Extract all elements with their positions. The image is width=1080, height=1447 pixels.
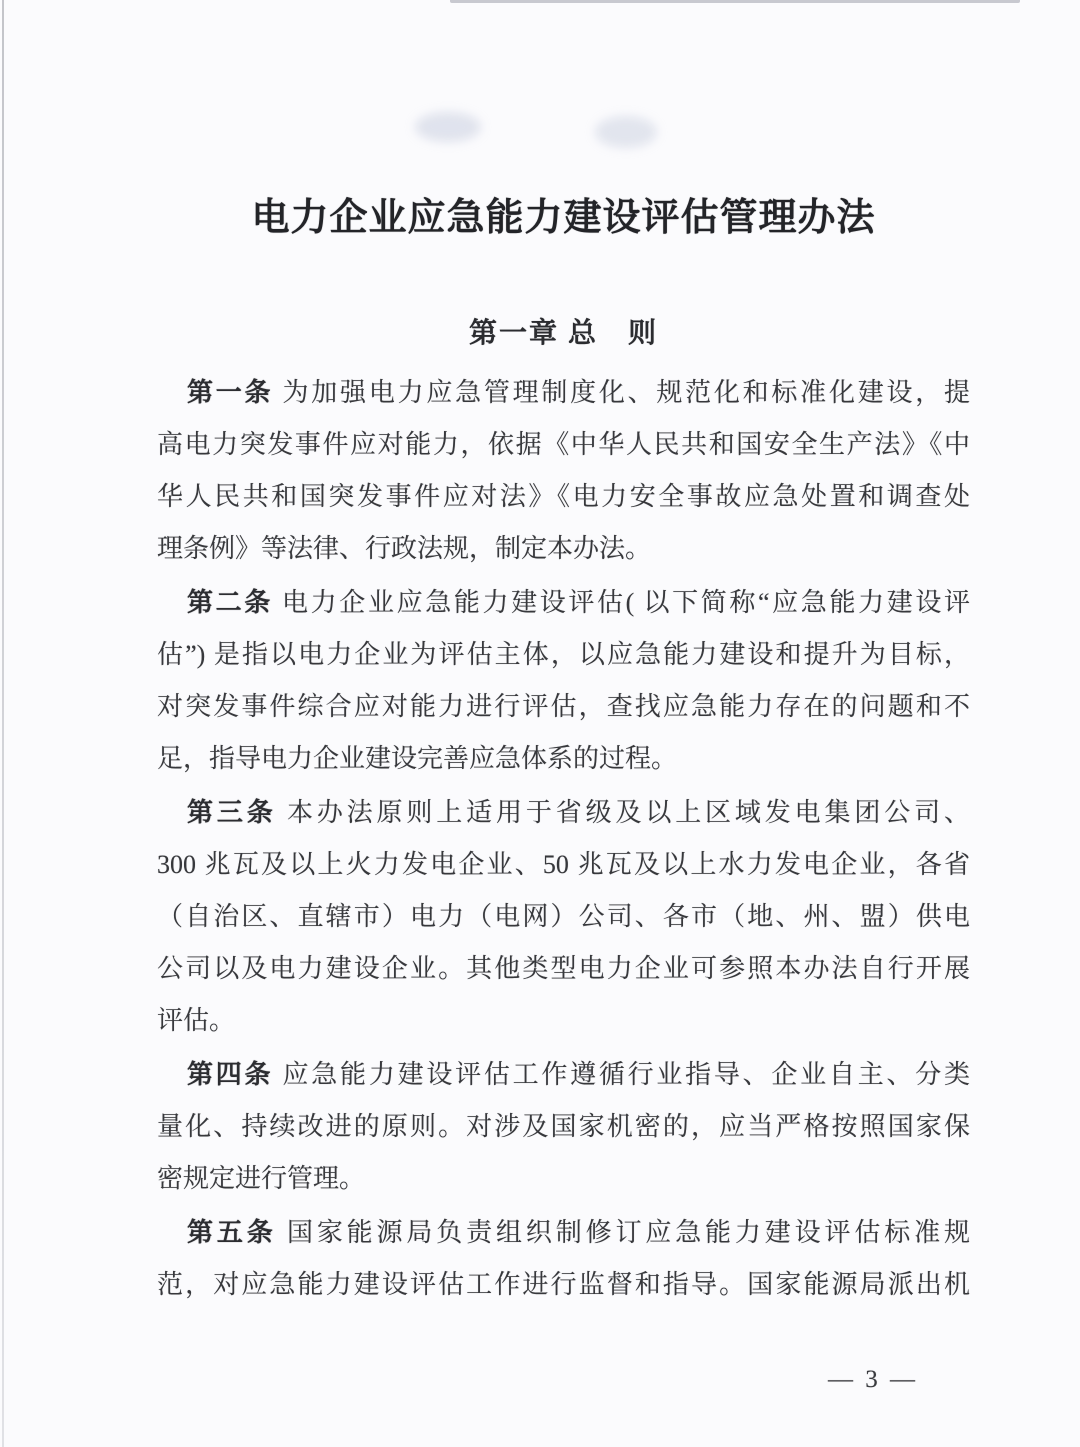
scan-edge-artifact-left	[2, 0, 4, 1447]
article-number: 第五条	[187, 1218, 277, 1247]
text-line: 第四条 应急能力建设评估工作遵循行业指导、企业自主、分类	[187, 1060, 970, 1089]
article-number: 第三条	[187, 798, 277, 827]
article-number: 第一条	[187, 378, 274, 407]
articles	[157, 367, 970, 1311]
article-paragraph	[157, 577, 970, 785]
text-line: 公司以及电力建设企业。其他类型电力企业可参照本办法自行开展	[157, 954, 970, 983]
text-line: 第五条 国家能源局负责组织制修订应急能力建设评估标准规	[187, 1218, 970, 1247]
text-line: 理条例》等法律、行政法规，制定本办法。	[157, 534, 652, 563]
text-line: 第三条 本办法原则上适用于省级及以上区域发电集团公司、	[187, 798, 970, 827]
article-paragraph	[157, 1049, 970, 1205]
text-line: 密规定进行管理。	[157, 1164, 366, 1193]
article-paragraph	[157, 367, 970, 575]
text-line: 范，对应急能力建设评估工作进行监督和指导。国家能源局派出机	[157, 1270, 970, 1299]
text-line: 第二条 电力企业应急能力建设评估( 以下简称“应急能力建设评	[187, 588, 970, 617]
document-content	[157, 0, 970, 1311]
text-line: 评估。	[157, 1006, 236, 1035]
text-line: （自治区、直辖市）电力（电网）公司、各市（地、州、盟）供电	[157, 902, 970, 931]
text-line: 对突发事件综合应对能力进行评估，查找应急能力存在的问题和不	[157, 692, 970, 721]
text-line: 估”) 是指以电力企业为评估主体，以应急能力建设和提升为目标，	[157, 640, 970, 669]
chapter-heading: 第一章 总 则	[468, 318, 658, 349]
text-line: 量化、持续改进的原则。对涉及国家机密的，应当严格按照国家保	[157, 1112, 970, 1141]
text-line: 高电力突发事件应对能力，依据《中华人民共和国安全生产法》《中	[157, 430, 970, 459]
article-number: 第四条	[187, 1060, 274, 1089]
article-paragraph	[157, 1207, 970, 1311]
article-number: 第二条	[187, 588, 273, 617]
text-line: 300 兆瓦及以上火力发电企业、50 兆瓦及以上水力发电企业，各省	[157, 850, 970, 879]
page-number: — 3 —	[828, 1366, 918, 1393]
document-title: 电力企业应急能力建设评估管理办法	[251, 197, 876, 239]
article-paragraph	[157, 787, 970, 1047]
text-line: 足，指导电力企业建设完善应急体系的过程。	[157, 744, 678, 773]
text-line: 第一条 为加强电力应急管理制度化、规范化和标准化建设，提	[187, 378, 970, 407]
text-line: 华人民共和国突发事件应对法》《电力安全事故应急处置和调查处	[157, 482, 970, 511]
